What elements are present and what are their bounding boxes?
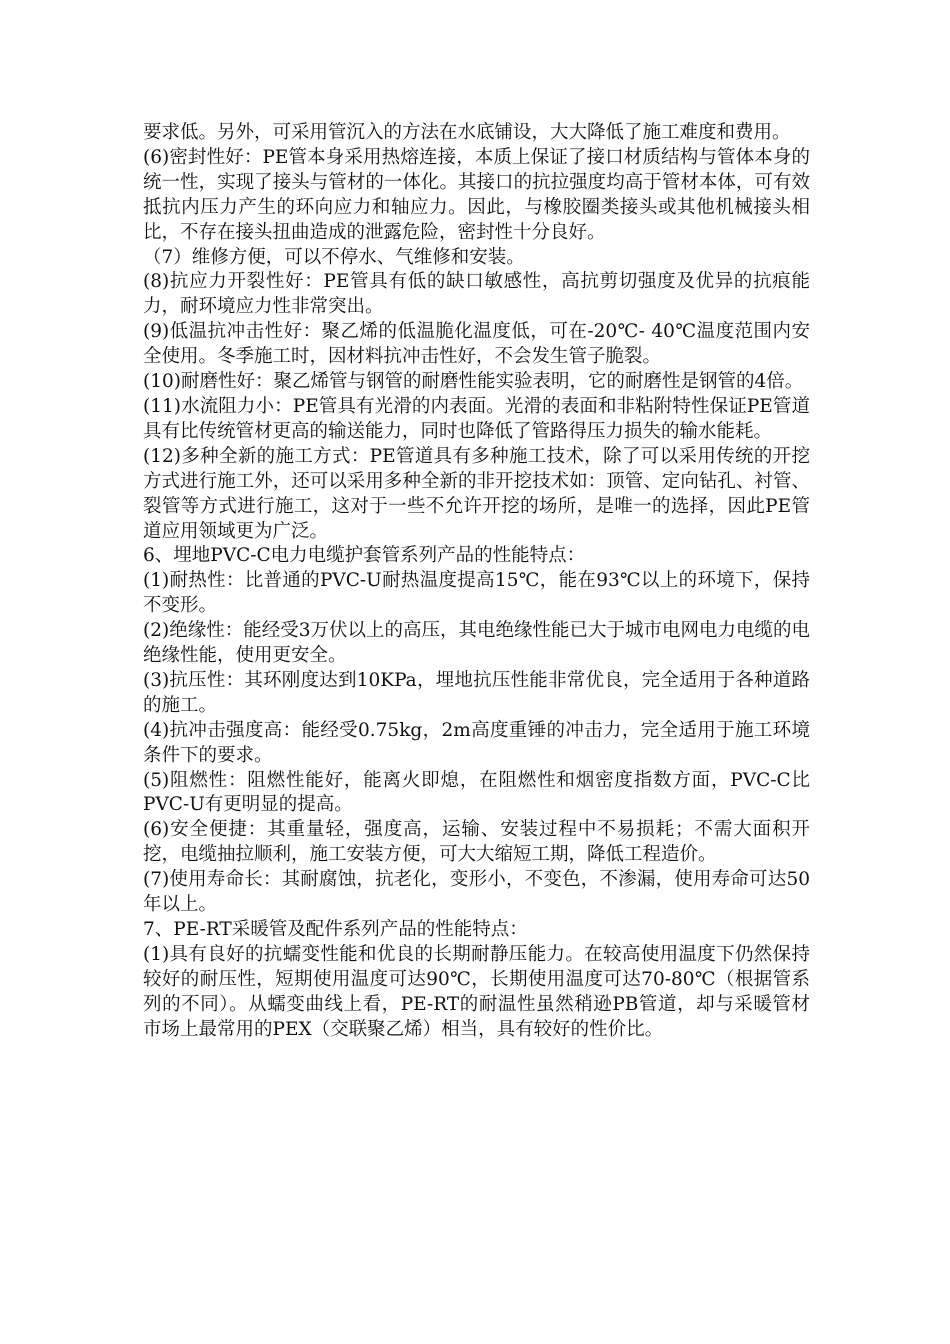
paragraph-pvc-convenience: (6)安全便捷：其重量轻，强度高，运输、安装过程中不易损耗；不需大面积开挖，电缆抽拉顺利，施工安装方便，可大大缩短工期，降低工程造价。 xyxy=(143,819,810,866)
paragraph-pe-low-temp: (9)低温抗冲击性好：聚乙烯的低温脆化温度低，可在-20℃- 40℃温度范围内安全使用。冬季施工时，因材料抗冲击性好，不会发生管子脆裂。 xyxy=(143,321,810,368)
paragraph-pvc-insulation: (2)绝缘性：能经受3万伏以上的高压，其电绝缘性能已大于城市电网电力电缆的电绝缘性能，使用更安全。 xyxy=(143,620,810,667)
paragraph-pvc-lifespan: (7)使用寿命长：其耐腐蚀，抗老化，变形小，不变色，不渗漏，使用寿命可达50年以上。 xyxy=(143,869,810,916)
section-heading-pe-rt: 7、PE-RT采暖管及配件系列产品的性能特点： xyxy=(143,919,528,940)
paragraph-pe-wear: (10)耐磨性好：聚乙烯管与钢管的耐磨性能实验表明，它的耐磨性是钢管的4倍。 xyxy=(143,371,804,393)
paragraph-pvc-pressure: (3)抗压性：其环刚度达到10KPa，埋地抗压性能非常优良，完全适用于各种道路的施工。 xyxy=(143,669,810,716)
paragraph-pe-sealing: (6)密封性好：PE管本身采用热熔连接，本质上保证了接口材质结构与管体本身的统一性，实现了接头与管材的一体化。其接口的抗拉强度均高于管材本体，可有效抵抗内压力产生的环向应力和轴应力。因此，与橡胶圈类接头或其他机械接头相比，不存在接头扭曲造成的泄露危险，密封性十分良好。 xyxy=(143,146,810,243)
document-body xyxy=(143,121,810,1043)
paragraph-pert-creep: (1)具有良好的抗蠕变性能和优良的长期耐静压能力。在较高使用温度下仍然保持较好的耐压性，短期使用温度可达90℃，长期使用温度可达70-80℃（根据管系列的不同）。从蠕变曲线上看，PE-RT的耐温性虽然稍逊PB管道，却与采暖管材市场上最常用的PEX（交联聚乙烯）相当，具有较好的性价比。 xyxy=(143,943,810,1040)
paragraph-pe-stress-crack: (8)抗应力开裂性好：PE管具有低的缺口敏感性，高抗剪切强度及优异的抗痕能力，耐环境应力性非常突出。 xyxy=(143,271,810,318)
paragraph-pvc-impact: (4)抗冲击强度高：能经受0.75kg，2m高度重锤的冲击力，完全适用于施工环境条件下的要求。 xyxy=(143,719,810,766)
paragraph-pe-construction: (12)多种全新的施工方式：PE管道具有多种施工技术，除了可以采用传统的开挖方式进行施工外，还可以采用多种全新的非开挖技术如：顶管、定向钻孔、衬管、裂管等方式进行施工，这对于一些不允许开挖的场所，是唯一的选择，因此PE管道应用领域更为广泛。 xyxy=(143,445,810,542)
paragraph-pvc-flame: (5)阻燃性：阻燃性能好，能离火即熄，在阻燃性和烟密度指数方面，PVC-C比PVC-U有更明显的提高。 xyxy=(143,769,810,816)
section-heading-pvc-c: 6、埋地PVC-C电力电缆护套管系列产品的性能特点： xyxy=(143,545,586,567)
paragraph-continuation: 要求低。另外，可采用管沉入的方法在水底铺设，大大降低了施工难度和费用。 xyxy=(143,122,791,143)
paragraph-pe-flow: (11)水流阻力小：PE管具有光滑的内表面。光滑的表面和非粘附特性保证PE管道具有比传统管材更高的输送能力，同时也降低了管路得压力损失的输水能耗。 xyxy=(143,395,810,442)
paragraph-pe-maintenance: （7）维修方便，可以不停水、气维修和安装。 xyxy=(143,246,525,268)
paragraph-pvc-heat: (1)耐热性：比普通的PVC-U耐热温度提高15℃，能在93℃以上的环境下，保持不变形。 xyxy=(143,570,810,617)
